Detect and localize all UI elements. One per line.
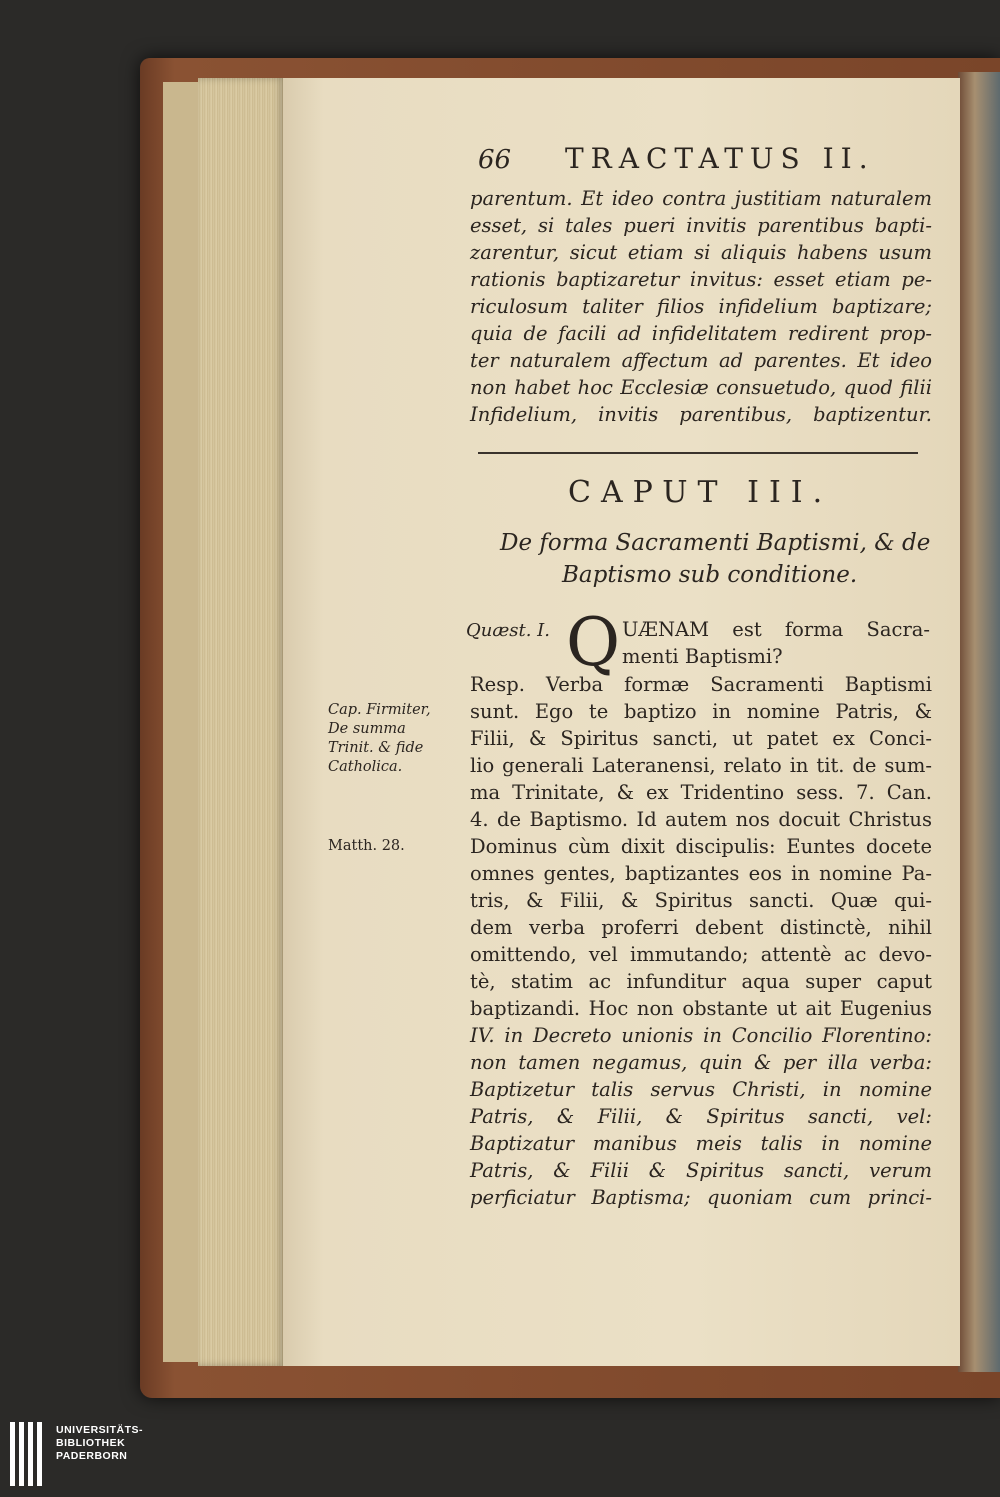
text-line: parentum. Et ideo contra justitiam naturalem: [470, 187, 932, 210]
text-line: Patris, & Filii & Spiritus sancti, verum: [470, 1159, 932, 1182]
text-line: omnes gentes, baptizantes eos in nomine Pa-: [470, 862, 932, 885]
footer-line2: BIBLIOTHEK: [56, 1437, 126, 1449]
text-line: riculosum taliter filios infidelium baptizare;: [470, 295, 932, 318]
text-line: esset, si tales pueri invitis parentibus bapti-: [470, 214, 932, 237]
text-line: sunt. Ego te baptizo in nomine Patris, &: [470, 700, 932, 723]
text-line: non habet hoc Ecclesiæ consuetudo, quod filii: [470, 376, 932, 399]
right-page-gutter: [958, 72, 1000, 1372]
text-line: rationis baptizaretur invitus: esset etiam pe-: [470, 268, 932, 291]
text-line: quia de facili ad infidelitatem redirent prop-: [470, 322, 932, 345]
footer-line3: PADERBORN: [56, 1450, 128, 1462]
text-line: Patris, & Filii, & Spiritus sancti, vel:: [470, 1105, 932, 1128]
text-line: Filii, & Spiritus sancti, ut patet ex Conci-: [470, 727, 932, 750]
text-line: IV. in Decreto unionis in Concilio Florentino:: [470, 1024, 932, 1047]
text-line: perficiatur Baptisma; quoniam cum princi-: [470, 1186, 932, 1209]
text-line: omittendo, vel immutando; attentè ac devo-: [470, 943, 932, 966]
text-line: Dominus cùm dixit discipulis: Euntes docete: [470, 835, 932, 858]
drop-capital: Q: [566, 604, 621, 681]
question-label: Quæst. I.: [466, 620, 551, 641]
question-line1: UÆNAM est forma Sacra-: [622, 618, 930, 641]
page-edges: [198, 78, 284, 1366]
text-line: ter naturalem affectum ad parentes. Et ideo: [470, 349, 932, 372]
section-divider: [478, 452, 918, 454]
running-header: TRACTATUS II.: [565, 142, 875, 175]
text-line: ma Trinitate, & ex Tridentino sess. 7. Can.: [470, 781, 932, 804]
text-line: Infidelium, invitis parentibus, baptizentur.: [470, 403, 932, 426]
question-line2: menti Baptismi?: [622, 645, 783, 668]
chapter-subtitle-line1: De forma Sacramenti Baptismi, & de: [500, 530, 931, 556]
chapter-title: CAPUT III.: [568, 475, 833, 510]
margin-note-line: Trinit. & fide: [328, 740, 424, 756]
text-line: Resp. Verba formæ Sacramenti Baptismi: [470, 673, 932, 696]
text-line: zarentur, sicut etiam si aliquis habens usum: [470, 241, 932, 264]
text-line: baptizandi. Hoc non obstante ut ait Eugenius: [470, 997, 932, 1020]
page-number: 66: [478, 145, 512, 175]
text-line: dem verba proferri debent distinctè, nihil: [470, 916, 932, 939]
chapter-subtitle-line2: Baptismo sub conditione.: [562, 562, 858, 588]
margin-note-line: De summa: [328, 721, 406, 737]
text-line: Baptizatur manibus meis talis in nomine: [470, 1132, 932, 1155]
margin-note-matthew: Matth. 28.: [328, 838, 405, 854]
text-line: Baptizetur talis servus Christi, in nomine: [470, 1078, 932, 1101]
left-pages: [163, 82, 203, 1362]
text-line: tris, & Filii, & Spiritus sancti. Quæ qui-: [470, 889, 932, 912]
margin-note-line: Catholica.: [328, 759, 403, 775]
margin-note-line: Cap. Firmiter,: [328, 702, 431, 718]
text-line: 4. de Baptismo. Id autem nos docuit Christus: [470, 808, 932, 831]
text-line: non tamen negamus, quin & per illa verba:: [470, 1051, 932, 1074]
text-line: lio generali Lateranensi, relato in tit. de sum-: [470, 754, 932, 777]
footer-line1: UNIVERSITÄTS-: [56, 1424, 144, 1436]
library-logo-icon: [8, 1420, 48, 1488]
text-line: tè, statim ac infunditur aqua super caput: [470, 970, 932, 993]
